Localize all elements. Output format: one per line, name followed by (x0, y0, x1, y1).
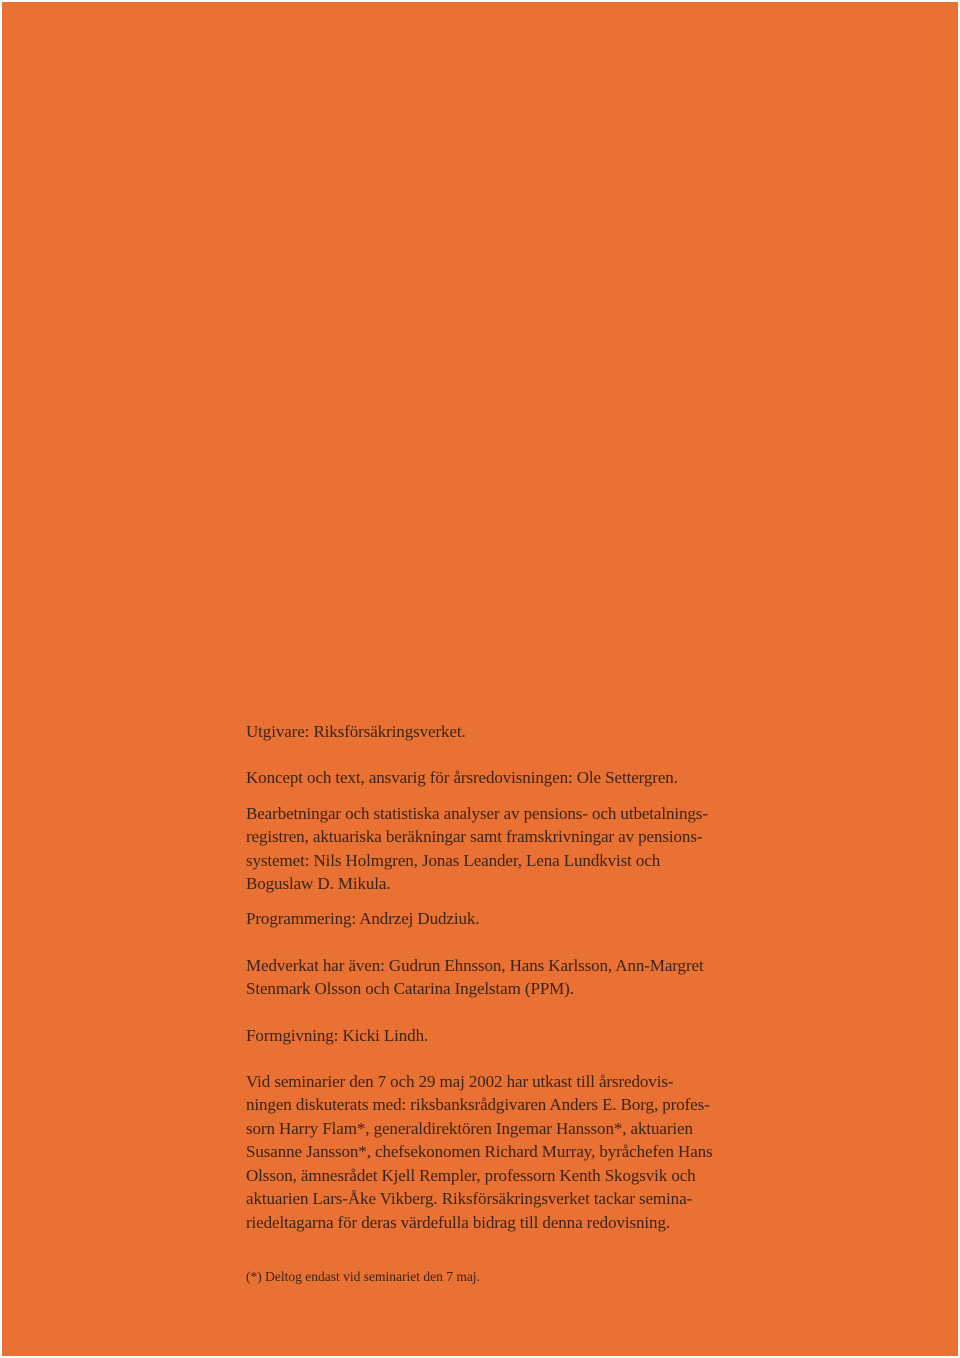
programming-line: Programmering: Andrzej Dudziuk. (246, 909, 480, 929)
colophon-text (246, 720, 786, 1234)
seminar-paragraph (246, 1070, 786, 1234)
seminar-line: aktuarien Lars-Åke Vikberg. Riksförsäkringsverket tackar semina- (246, 1189, 693, 1209)
contributors-line: Stenmark Olsson och Catarina Ingelstam (PPM). (246, 979, 574, 999)
processing-line: registren, aktuariska beräkningar samt framskrivningar av pensions- (246, 827, 703, 847)
seminar-line: Susanne Jansson*, chefsekonomen Richard Murray, byråchefen Hans (246, 1142, 713, 1162)
processing-line: Boguslaw D. Mikula. (246, 874, 391, 894)
seminar-line: Vid seminarier den 7 och 29 maj 2002 har utkast till årsredovis- (246, 1072, 674, 1092)
processing-line: systemet: Nils Holmgren, Jonas Leander, Lena Lundkvist och (246, 850, 661, 870)
contributors-line: Medverkat har även: Gudrun Ehnsson, Hans Karlsson, Ann-Margret (246, 955, 704, 975)
seminar-line: riedeltagarna för deras värdefulla bidrag till denna redovisning. (246, 1212, 670, 1232)
processing-paragraph (246, 802, 786, 896)
seminar-line: sorn Harry Flam*, generaldirektören Ingemar Hansson*, aktuarien (246, 1118, 693, 1138)
seminar-line: ningen diskuterats med: riksbanksrådgivaren Anders E. Borg, profes- (246, 1095, 710, 1115)
design-line: Formgivning: Kicki Lindh. (246, 1025, 429, 1045)
footnote: (*) Deltog endast vid seminariet den 7 maj. (246, 1268, 480, 1284)
orange-page (2, 2, 958, 1356)
publisher-line: Utgivare: Riksförsäkringsverket. (246, 722, 466, 741)
seminar-line: Olsson, ämnesrådet Kjell Rempler, professorn Kenth Skogsvik och (246, 1165, 696, 1185)
processing-line: Bearbetningar och statistiska analyser av pensions- och utbetalnings- (246, 803, 708, 823)
concept-line: Koncept och text, ansvarig för årsredovisningen: Ole Settergren. (246, 768, 678, 788)
contributors-paragraph (246, 954, 786, 1001)
